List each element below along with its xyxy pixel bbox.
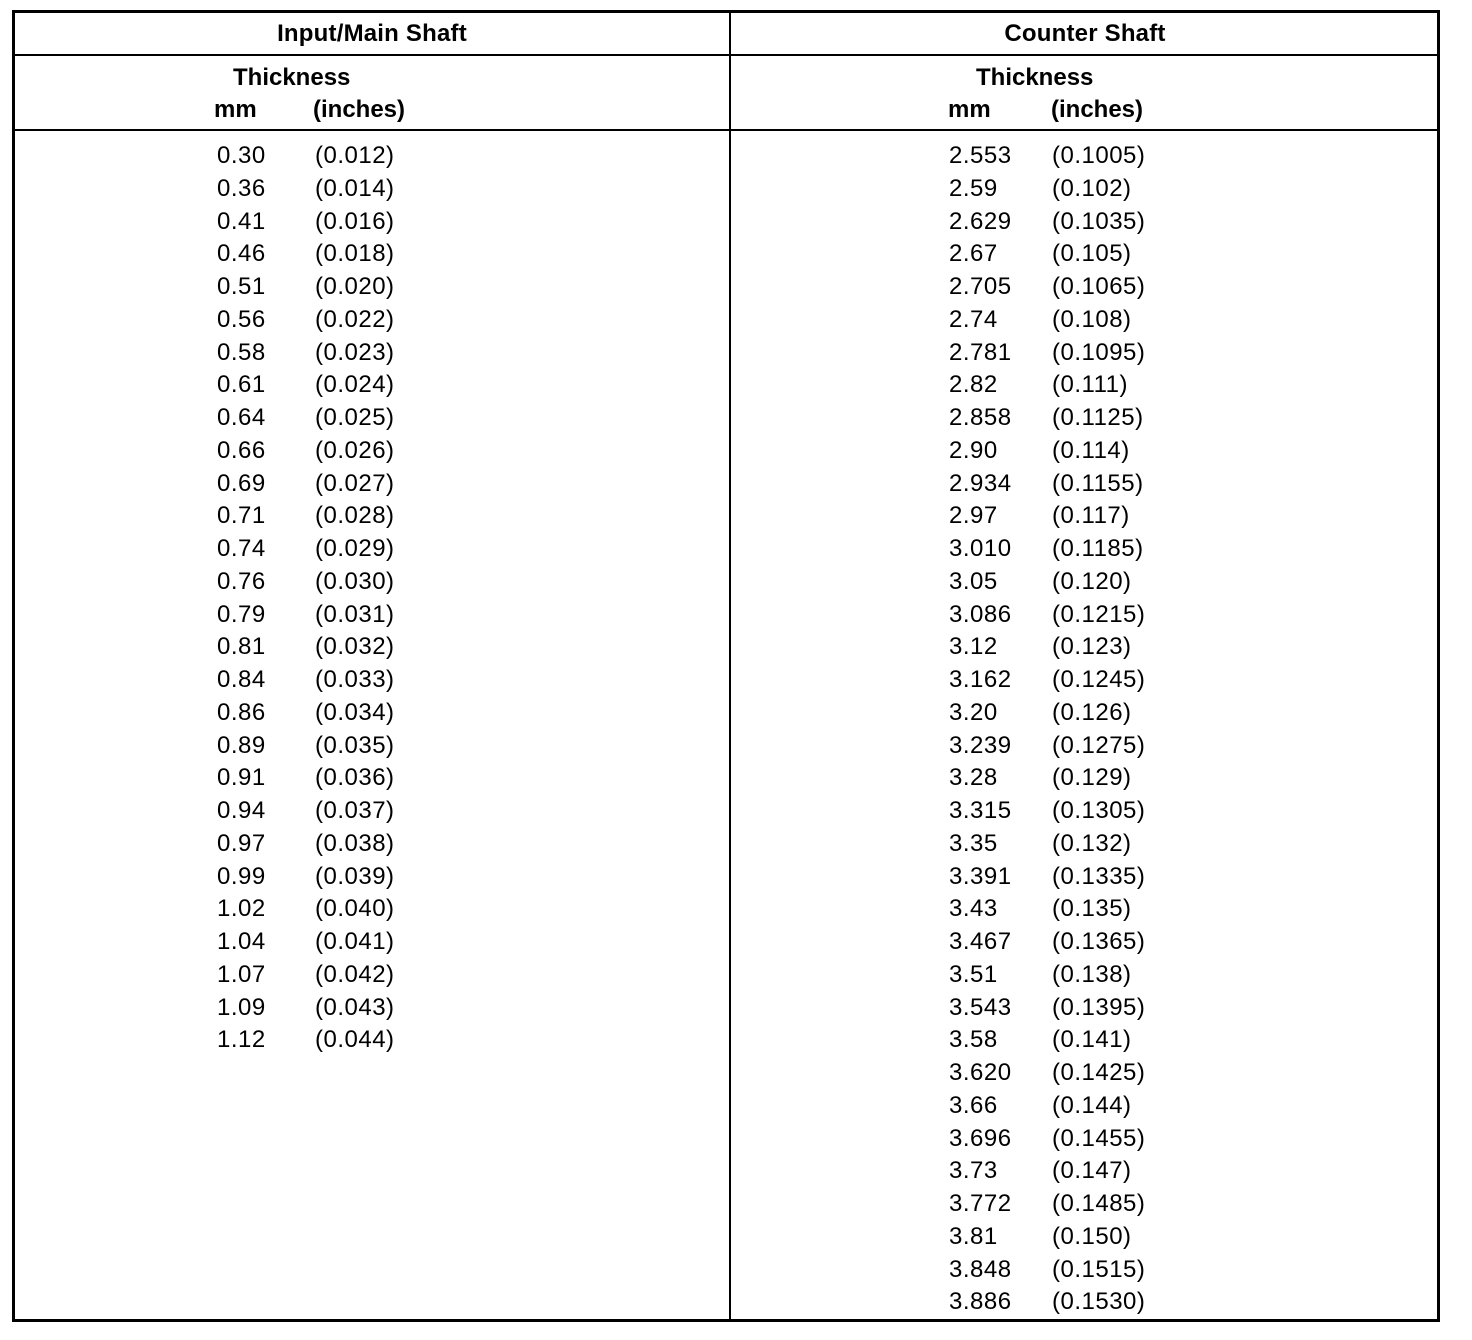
thickness-mm-value: 2.74 bbox=[949, 305, 998, 333]
thickness-mm-value: 3.73 bbox=[949, 1157, 998, 1185]
thickness-mm-value: 0.79 bbox=[217, 600, 266, 628]
thickness-mm-value: 0.84 bbox=[217, 666, 266, 693]
thickness-inches-value: (0.1425) bbox=[1052, 1059, 1146, 1086]
thickness-mm-value: 3.010 bbox=[949, 535, 1012, 562]
thickness-mm-value: 0.69 bbox=[217, 469, 266, 497]
subheader-rule bbox=[15, 129, 1437, 131]
thickness-mm-value: 0.94 bbox=[217, 797, 266, 824]
column-divider bbox=[729, 13, 731, 1319]
thickness-inches-value: (0.1305) bbox=[1052, 797, 1146, 824]
thickness-mm-value: 3.620 bbox=[949, 1059, 1012, 1086]
unit-inches-label: (inches) bbox=[1051, 96, 1144, 123]
thickness-inches-value: (0.135) bbox=[1052, 895, 1132, 923]
thickness-inches-value: (0.105) bbox=[1052, 240, 1132, 268]
thickness-mm-value: 1.02 bbox=[217, 895, 266, 923]
shim-thickness-table bbox=[12, 10, 1440, 1322]
unit-mm-label: mm bbox=[948, 96, 991, 123]
thickness-inches-value: (0.102) bbox=[1052, 174, 1132, 202]
thickness-inches-value: (0.037) bbox=[315, 797, 395, 824]
thickness-mm-value: 0.97 bbox=[217, 829, 266, 857]
thickness-mm-value: 0.71 bbox=[217, 502, 266, 530]
thickness-mm-value: 0.99 bbox=[217, 862, 266, 890]
thickness-inches-value: (0.1005) bbox=[1052, 142, 1146, 169]
thickness-inches-value: (0.1275) bbox=[1052, 731, 1146, 759]
thickness-mm-value: 3.162 bbox=[949, 666, 1012, 693]
thickness-inches-value: (0.141) bbox=[1052, 1026, 1132, 1054]
thickness-inches-value: (0.108) bbox=[1052, 305, 1132, 333]
thickness-inches-value: (0.126) bbox=[1052, 698, 1132, 726]
column-title-counter-shaft: Counter Shaft bbox=[1004, 20, 1166, 47]
thickness-mm-value: 3.43 bbox=[949, 895, 998, 923]
thickness-inches-value: (0.025) bbox=[315, 404, 395, 431]
thickness-inches-value: (0.138) bbox=[1052, 960, 1132, 988]
thickness-mm-value: 3.35 bbox=[949, 829, 998, 857]
thickness-inches-value: (0.1215) bbox=[1052, 600, 1146, 628]
thickness-mm-value: 0.41 bbox=[217, 207, 266, 235]
thickness-inches-value: (0.150) bbox=[1052, 1222, 1132, 1250]
thickness-mm-value: 2.553 bbox=[949, 142, 1012, 169]
thickness-mm-value: 1.07 bbox=[217, 960, 266, 988]
column-title-input-main-shaft: Input/Main Shaft bbox=[277, 20, 467, 47]
thickness-mm-value: 0.91 bbox=[217, 764, 266, 792]
thickness-mm-value: 3.772 bbox=[949, 1190, 1012, 1217]
thickness-inches-value: (0.144) bbox=[1052, 1091, 1132, 1119]
thickness-inches-value: (0.042) bbox=[315, 960, 395, 988]
thickness-inches-value: (0.1455) bbox=[1052, 1124, 1146, 1152]
thickness-mm-value: 0.81 bbox=[217, 633, 266, 661]
thickness-inches-value: (0.024) bbox=[315, 371, 395, 399]
thickness-inches-value: (0.038) bbox=[315, 829, 395, 857]
thickness-mm-value: 3.086 bbox=[949, 600, 1012, 628]
thickness-inches-value: (0.1035) bbox=[1052, 207, 1146, 235]
thickness-mm-value: 3.66 bbox=[949, 1091, 998, 1119]
thickness-inches-value: (0.1395) bbox=[1052, 993, 1146, 1021]
thickness-mm-value: 0.56 bbox=[217, 305, 266, 333]
thickness-inches-value: (0.012) bbox=[315, 142, 395, 169]
thickness-mm-value: 3.20 bbox=[949, 698, 998, 726]
thickness-mm-value: 1.12 bbox=[217, 1026, 266, 1054]
thickness-inches-value: (0.031) bbox=[315, 600, 395, 628]
thickness-mm-value: 0.66 bbox=[217, 436, 266, 464]
thickness-inches-value: (0.1515) bbox=[1052, 1255, 1146, 1283]
thickness-mm-value: 0.36 bbox=[217, 174, 266, 202]
thickness-inches-value: (0.129) bbox=[1052, 764, 1132, 792]
thickness-mm-value: 2.97 bbox=[949, 502, 998, 530]
thickness-inches-value: (0.1155) bbox=[1052, 469, 1144, 497]
thickness-mm-value: 1.09 bbox=[217, 993, 266, 1021]
thickness-mm-value: 3.05 bbox=[949, 567, 998, 595]
thickness-inches-value: (0.040) bbox=[315, 895, 395, 923]
thickness-mm-value: 3.848 bbox=[949, 1255, 1012, 1283]
thickness-inches-value: (0.018) bbox=[315, 240, 395, 268]
thickness-mm-value: 2.59 bbox=[949, 174, 998, 202]
thickness-inches-value: (0.039) bbox=[315, 862, 395, 890]
thickness-mm-value: 2.705 bbox=[949, 273, 1012, 300]
thickness-mm-value: 0.86 bbox=[217, 698, 266, 726]
thickness-inches-value: (0.023) bbox=[315, 338, 395, 366]
thickness-mm-value: 3.886 bbox=[949, 1288, 1012, 1316]
thickness-mm-value: 0.61 bbox=[217, 371, 266, 399]
thickness-mm-value: 3.543 bbox=[949, 993, 1012, 1021]
thickness-inches-value: (0.028) bbox=[315, 502, 395, 530]
thickness-mm-value: 3.315 bbox=[949, 797, 1012, 824]
thickness-mm-value: 3.58 bbox=[949, 1026, 998, 1054]
thickness-inches-value: (0.1245) bbox=[1052, 666, 1146, 693]
thickness-inches-value: (0.123) bbox=[1052, 633, 1132, 661]
thickness-inches-value: (0.020) bbox=[315, 273, 395, 300]
thickness-inches-value: (0.026) bbox=[315, 436, 395, 464]
thickness-inches-value: (0.117) bbox=[1052, 502, 1130, 530]
thickness-mm-value: 0.89 bbox=[217, 731, 266, 759]
thickness-inches-value: (0.1485) bbox=[1052, 1190, 1146, 1217]
thickness-mm-value: 0.30 bbox=[217, 142, 266, 169]
thickness-label: Thickness bbox=[233, 64, 351, 91]
thickness-inches-value: (0.022) bbox=[315, 305, 395, 333]
thickness-inches-value: (0.1095) bbox=[1052, 338, 1146, 366]
header-rule bbox=[15, 54, 1437, 56]
thickness-mm-value: 0.51 bbox=[217, 273, 266, 300]
thickness-inches-value: (0.1335) bbox=[1052, 862, 1146, 890]
thickness-inches-value: (0.041) bbox=[315, 928, 395, 955]
thickness-inches-value: (0.114) bbox=[1052, 436, 1130, 464]
thickness-mm-value: 1.04 bbox=[217, 928, 266, 955]
thickness-inches-value: (0.036) bbox=[315, 764, 395, 792]
thickness-inches-value: (0.1530) bbox=[1052, 1288, 1146, 1316]
thickness-mm-value: 0.74 bbox=[217, 535, 266, 562]
thickness-inches-value: (0.035) bbox=[315, 731, 395, 759]
thickness-inches-value: (0.1065) bbox=[1052, 273, 1146, 300]
thickness-mm-value: 2.781 bbox=[949, 338, 1012, 366]
thickness-mm-value: 3.696 bbox=[949, 1124, 1012, 1152]
thickness-mm-value: 0.46 bbox=[217, 240, 266, 268]
thickness-label: Thickness bbox=[976, 64, 1094, 91]
thickness-mm-value: 2.82 bbox=[949, 371, 998, 399]
thickness-inches-value: (0.132) bbox=[1052, 829, 1132, 857]
thickness-inches-value: (0.147) bbox=[1052, 1157, 1132, 1185]
thickness-inches-value: (0.1365) bbox=[1052, 928, 1146, 955]
thickness-inches-value: (0.111) bbox=[1052, 371, 1128, 399]
thickness-inches-value: (0.030) bbox=[315, 567, 395, 595]
thickness-mm-value: 3.12 bbox=[949, 633, 998, 661]
thickness-mm-value: 0.58 bbox=[217, 338, 266, 366]
thickness-inches-value: (0.1185) bbox=[1052, 535, 1144, 562]
thickness-mm-value: 2.90 bbox=[949, 436, 998, 464]
thickness-mm-value: 2.67 bbox=[949, 240, 998, 268]
thickness-inches-value: (0.032) bbox=[315, 633, 395, 661]
thickness-inches-value: (0.034) bbox=[315, 698, 395, 726]
thickness-mm-value: 2.858 bbox=[949, 404, 1012, 431]
unit-inches-label: (inches) bbox=[313, 96, 406, 123]
thickness-inches-value: (0.029) bbox=[315, 535, 395, 562]
thickness-inches-value: (0.027) bbox=[315, 469, 395, 497]
thickness-mm-value: 2.629 bbox=[949, 207, 1012, 235]
thickness-inches-value: (0.1125) bbox=[1052, 404, 1144, 431]
thickness-inches-value: (0.044) bbox=[315, 1026, 395, 1054]
thickness-mm-value: 2.934 bbox=[949, 469, 1012, 497]
thickness-mm-value: 3.391 bbox=[949, 862, 1012, 890]
thickness-mm-value: 0.76 bbox=[217, 567, 266, 595]
unit-mm-label: mm bbox=[214, 96, 257, 123]
thickness-mm-value: 0.64 bbox=[217, 404, 266, 431]
thickness-mm-value: 3.239 bbox=[949, 731, 1012, 759]
thickness-inches-value: (0.120) bbox=[1052, 567, 1132, 595]
thickness-inches-value: (0.043) bbox=[315, 993, 395, 1021]
thickness-inches-value: (0.016) bbox=[315, 207, 395, 235]
thickness-mm-value: 3.51 bbox=[949, 960, 998, 988]
thickness-mm-value: 3.28 bbox=[949, 764, 998, 792]
thickness-inches-value: (0.014) bbox=[315, 174, 395, 202]
thickness-inches-value: (0.033) bbox=[315, 666, 395, 693]
thickness-mm-value: 3.467 bbox=[949, 928, 1012, 955]
thickness-mm-value: 3.81 bbox=[949, 1222, 998, 1250]
